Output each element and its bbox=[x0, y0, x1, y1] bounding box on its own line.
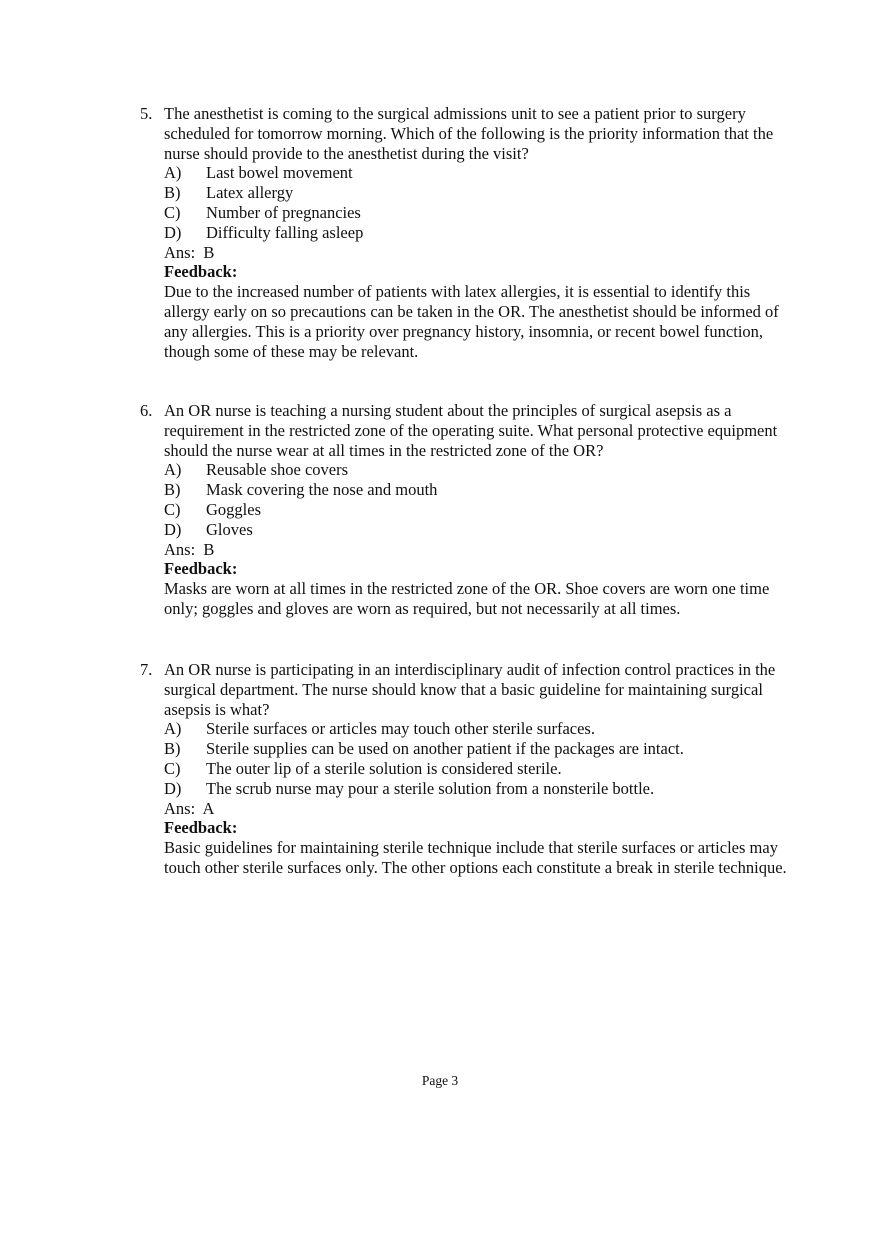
answer-line bbox=[164, 243, 790, 263]
page-number: Page 3 bbox=[421, 1073, 459, 1088]
question-body bbox=[140, 719, 790, 877]
option-letter: A) bbox=[164, 163, 182, 183]
option-c bbox=[164, 500, 790, 520]
option-letter: A) bbox=[164, 460, 182, 480]
option-letter: B) bbox=[164, 480, 181, 500]
option-text: Goggles bbox=[206, 499, 261, 519]
question-stem-block bbox=[140, 401, 790, 460]
option-a bbox=[164, 460, 790, 480]
answer-value: A bbox=[202, 798, 215, 818]
answer-label: Ans: bbox=[164, 798, 196, 818]
question-stem: An OR nurse is teaching a nursing student about the principles of surgical asepsis as a requirement in the restricted zone of the operating suite. What personal protective equipment should the nurse wear at all times in the restricted zone of the OR? bbox=[164, 401, 778, 460]
option-text: Latex allergy bbox=[206, 183, 294, 203]
option-letter: C) bbox=[164, 202, 181, 222]
option-d bbox=[164, 520, 790, 540]
question-number: 5. bbox=[140, 104, 153, 123]
question-7 bbox=[140, 660, 790, 878]
option-d bbox=[164, 223, 790, 243]
option-letter: C) bbox=[164, 499, 181, 519]
feedback-heading: Feedback: bbox=[164, 559, 238, 579]
question-stem-block bbox=[140, 660, 790, 719]
question-body bbox=[140, 460, 790, 618]
answer-label: Ans: bbox=[164, 539, 196, 559]
option-text: Mask covering the nose and mouth bbox=[206, 480, 438, 500]
option-letter: A) bbox=[164, 719, 182, 739]
option-text: Reusable shoe covers bbox=[206, 460, 349, 480]
option-a bbox=[164, 719, 790, 739]
option-text: Sterile surfaces or articles may touch other sterile surfaces. bbox=[206, 719, 595, 739]
option-text: The outer lip of a sterile solution is considered sterile. bbox=[206, 758, 562, 778]
option-b bbox=[164, 480, 790, 500]
option-letter: D) bbox=[164, 519, 182, 539]
answer-value: B bbox=[203, 539, 215, 559]
question-5 bbox=[140, 104, 790, 361]
option-text: Number of pregnancies bbox=[206, 202, 361, 222]
question-body bbox=[140, 163, 790, 361]
option-a bbox=[164, 163, 790, 183]
option-letter: C) bbox=[164, 758, 181, 778]
answer-value: B bbox=[203, 242, 215, 262]
option-letter: B) bbox=[164, 739, 181, 759]
option-c bbox=[164, 203, 790, 223]
question-number: 6. bbox=[140, 401, 153, 420]
option-text: Sterile supplies can be used on another patient if the packages are intact. bbox=[206, 739, 684, 759]
option-b bbox=[164, 183, 790, 203]
answer-line bbox=[164, 540, 790, 560]
option-c bbox=[164, 759, 790, 779]
question-number: 7. bbox=[140, 660, 153, 679]
option-text: Gloves bbox=[206, 519, 253, 539]
feedback-text: Due to the increased number of patients with latex allergies, it is essential to identify this allergy early on so precautions can be taken in the OR. The anesthetist should be informed of any allergies. This is a priority over pregnancy history, insomnia, or recent bowel function, though some of these may be relevant. bbox=[164, 282, 779, 361]
feedback-heading: Feedback: bbox=[164, 818, 238, 838]
answer-line bbox=[164, 799, 790, 819]
option-text: The scrub nurse may pour a sterile solution from a nonsterile bottle. bbox=[206, 778, 655, 798]
option-text: Last bowel movement bbox=[206, 163, 353, 183]
question-stem: An OR nurse is participating in an interdisciplinary audit of infection control practices in the surgical department. The nurse should know that a basic guideline for maintaining surgical asepsis is what? bbox=[164, 660, 776, 719]
feedback-heading: Feedback: bbox=[164, 262, 238, 282]
question-6 bbox=[140, 401, 790, 619]
answer-label: Ans: bbox=[164, 242, 196, 262]
option-d bbox=[164, 779, 790, 799]
option-letter: B) bbox=[164, 183, 181, 203]
question-stem: The anesthetist is coming to the surgical admissions unit to see a patient prior to surgery scheduled for tomorrow morning. Which of the following is the priority information that the nurse should provide to the anesthetist during the visit? bbox=[164, 104, 774, 163]
question-stem-block bbox=[140, 104, 790, 163]
option-b bbox=[164, 739, 790, 759]
feedback-text: Basic guidelines for maintaining sterile technique include that sterile surfaces or articles may touch other sterile surfaces only. The other options each constitute a break in sterile technique. bbox=[164, 838, 787, 877]
feedback-text: Masks are worn at all times in the restricted zone of the OR. Shoe covers are worn one time only; goggles and gloves are worn as required, but not necessarily at all times. bbox=[164, 579, 770, 618]
option-text: Difficulty falling asleep bbox=[206, 222, 364, 242]
option-letter: D) bbox=[164, 778, 182, 798]
option-letter: D) bbox=[164, 222, 182, 242]
